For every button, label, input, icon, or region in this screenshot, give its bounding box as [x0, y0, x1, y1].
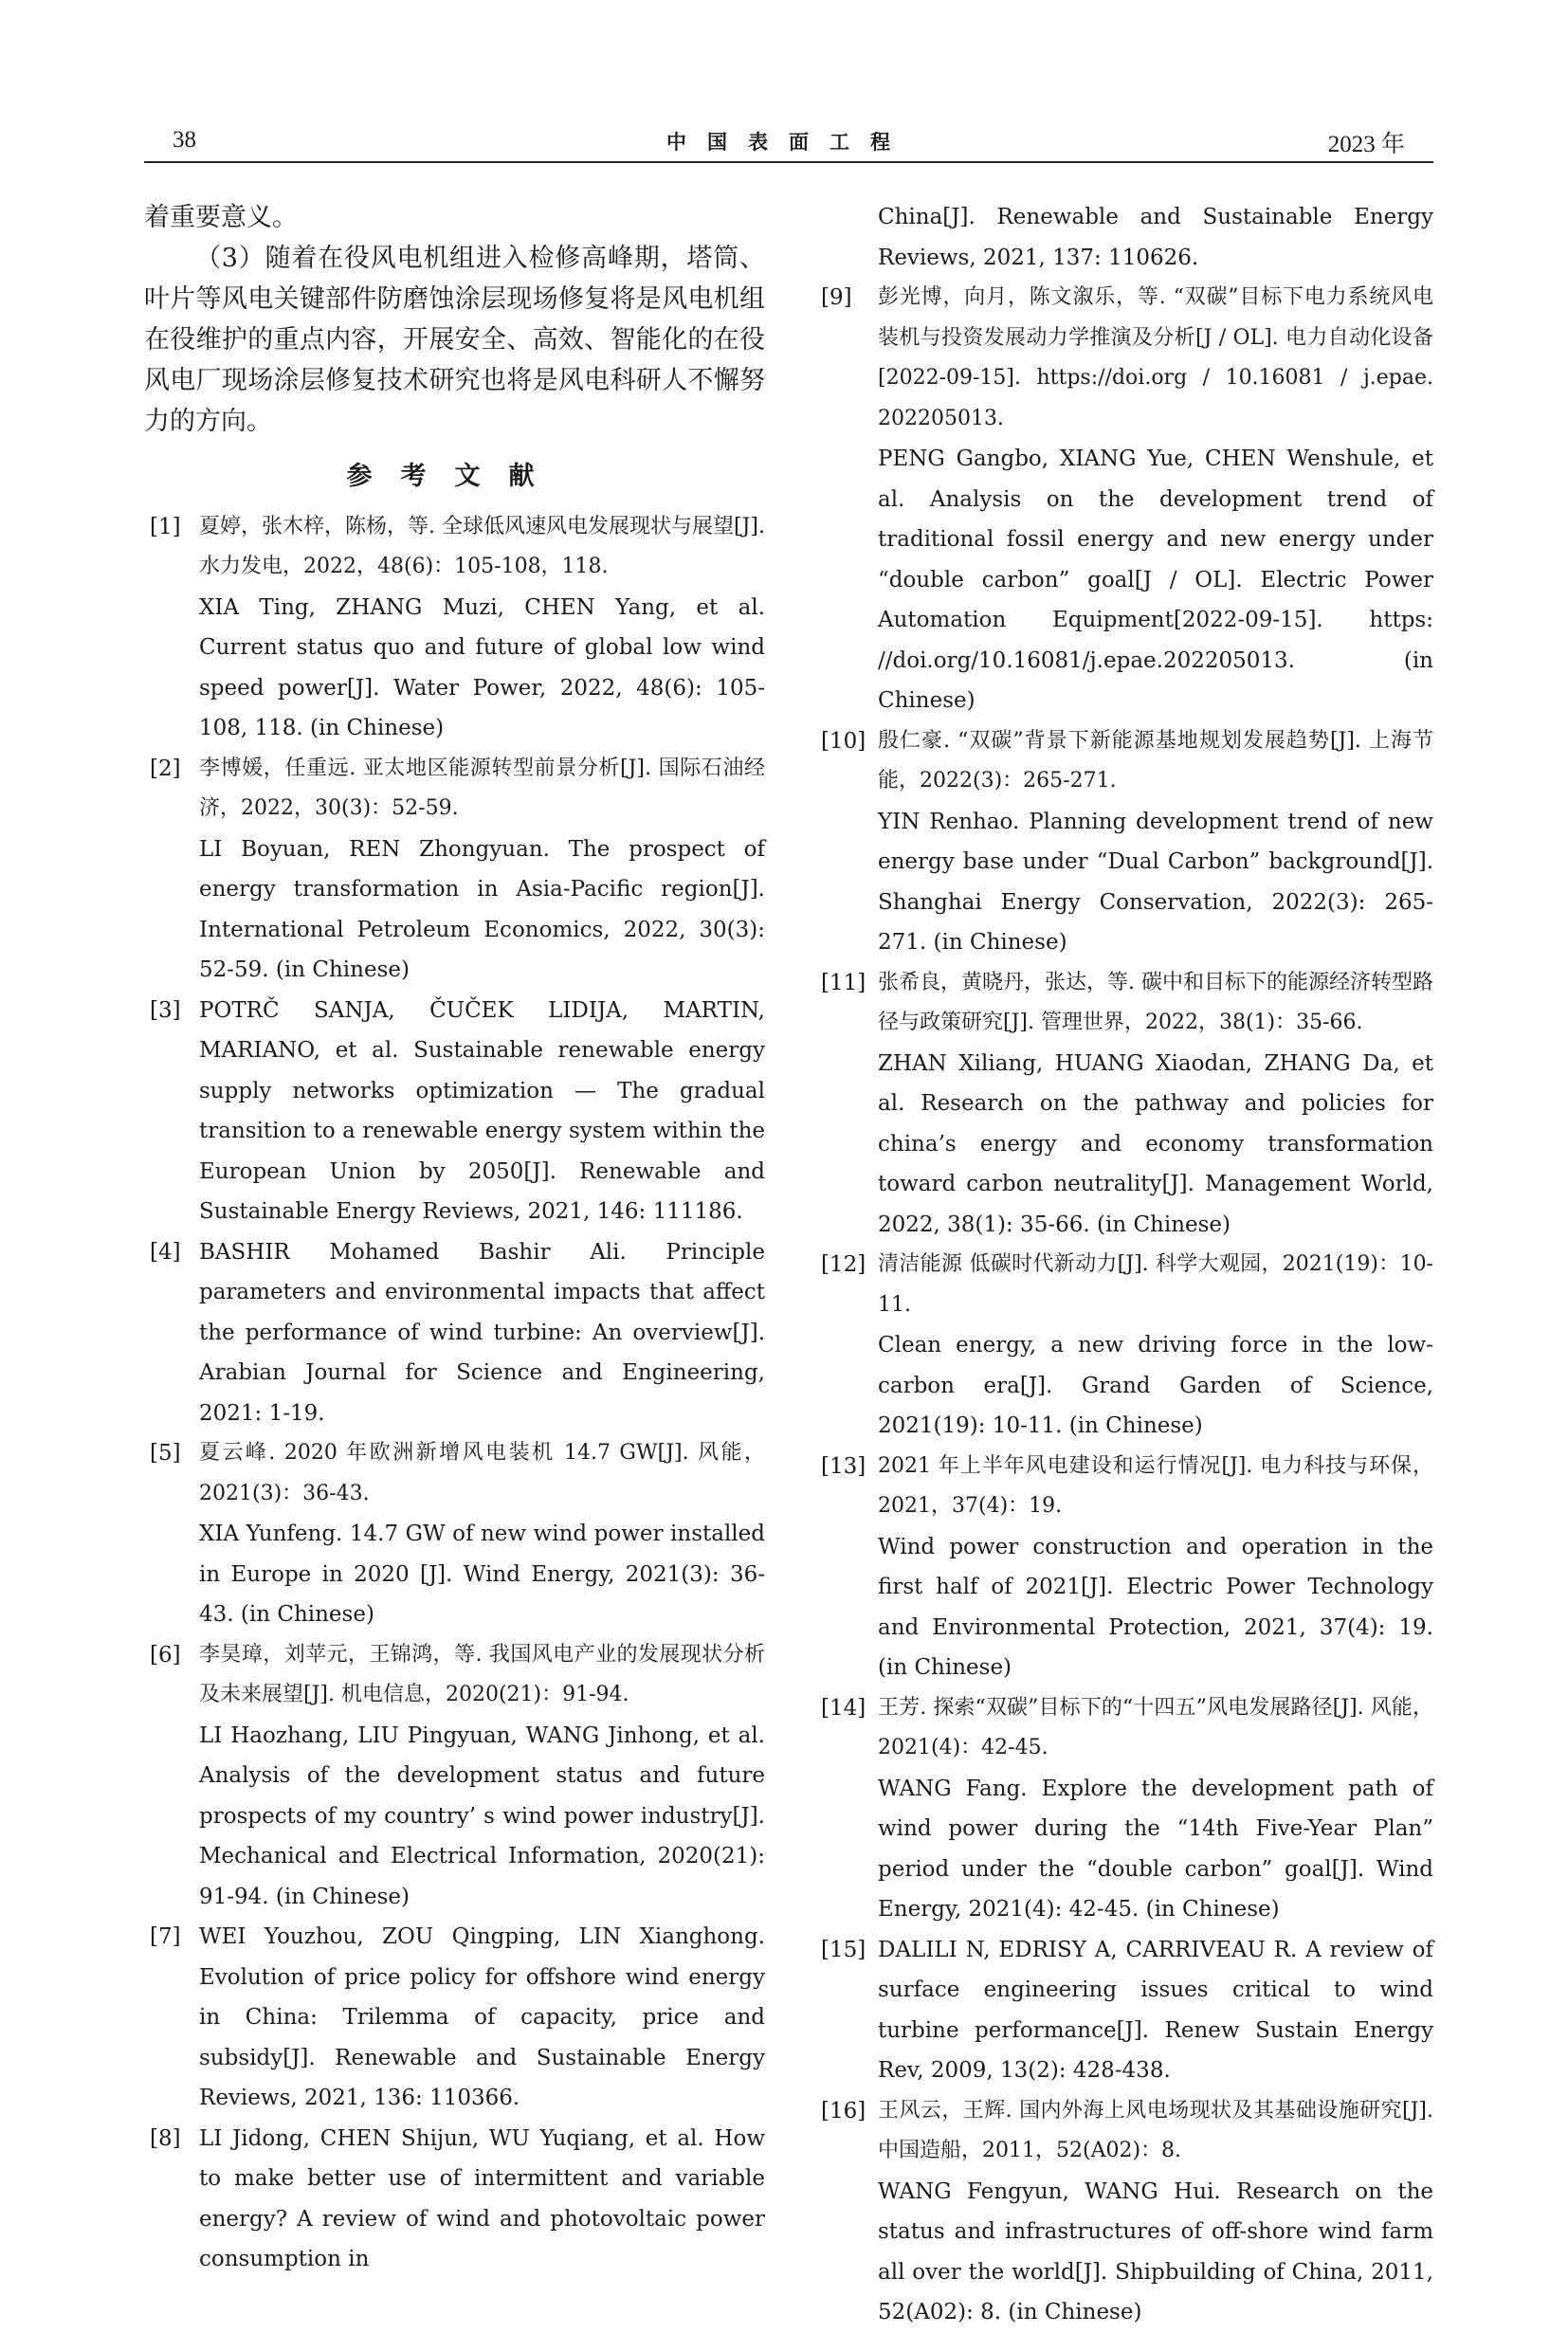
- reference-item: [144, 991, 765, 1232]
- reference-number: [6]: [150, 1642, 181, 1668]
- body-paragraph-end: 着重要意义。: [144, 203, 298, 232]
- reference-number: [13]: [821, 1453, 866, 1479]
- reference-text-english: WANG Fang. Explore the development path of wind power during the “14th Five-Year Plan” period under the “double carbon” goal[J]. Wind Energy, 2021(4): 42-45. (in Chinese): [878, 1776, 1433, 1922]
- reference-text-english: WEI Youzhou, ZOU Qingping, LIN Xianghong. Evolution of price policy for offshore wind energy in China: Trilemma of capacity, price and subsidy[J]. Renewable and Sustainable Energy Reviews, 2021, 136: 110366.: [199, 1924, 765, 2110]
- reference-continuation: China[J]. Renewable and Sustainable Energy Reviews, 2021, 137: 110626.: [878, 205, 1433, 270]
- reference-item: [821, 278, 1433, 721]
- reference-text-chinese: 张希良，黄晓丹，张达，等. 碳中和目标下的能源经济转型路径与政策研究[J]. 管理世界，2022，38(1)：35-66.: [878, 970, 1433, 1034]
- reference-text-english: LI Boyuan, REN Zhongyuan. The prospect of energy transformation in Asia-Pacific region[J]. International Petroleum Economics, 2022, 30(3): 52-59. (in Chinese): [199, 836, 765, 982]
- references-heading: 参考文献: [346, 462, 563, 491]
- reference-number: [14]: [821, 1695, 866, 1721]
- reference-number: [15]: [821, 1937, 866, 1962]
- reference-number: [10]: [821, 728, 866, 754]
- reference-text-english: BASHIR Mohamed Bashir Ali. Principle parameters and environmental impacts that affect the performance of wind turbine: An overview[J]. Arabian Journal for Science and Engineering, 2021: 1-19.: [199, 1239, 765, 1426]
- journal-title: 中国表面工程: [666, 131, 911, 154]
- reference-number: [12]: [821, 1252, 866, 1277]
- reference-item: [821, 1930, 1433, 2091]
- right-column: [821, 197, 1433, 2333]
- reference-item: [821, 963, 1433, 1246]
- page-number: 38: [173, 127, 196, 153]
- reference-item: [144, 507, 765, 749]
- body-paragraph-conclusion-3: （3）随着在役风电机组进入检修高峰期，塔筒、叶片等风电关键部件防磨蚀涂层现场修复将是风电机组在役维护的重点内容，开展安全、高效、智能化的在役风电厂现场涂层修复技术研究也将是风电科研人不懈努力的方向。: [144, 244, 765, 436]
- reference-number: [5]: [150, 1441, 181, 1466]
- reference-text-english: Wind power construction and operation in the first half of 2021[J]. Electric Power Technology and Environmental Protection, 2021, 37(4): 19. (in Chinese): [878, 1534, 1433, 1680]
- reference-text-english: XIA Yunfeng. 14.7 GW of new wind power installed in Europe in 2020 [J]. Wind Energy, 2021(3): 36-43. (in Chinese): [199, 1522, 765, 1627]
- reference-text-chinese: 彭光博，向月，陈文溆乐，等. “双碳”目标下电力系统风电装机与投资发展动力学推演及分析[J / OL]. 电力自动化设备[2022-09-15]. https://doi.org / 10.16081 / j.epae. 202205013.: [878, 285, 1433, 430]
- reference-item: [821, 721, 1433, 963]
- reference-text-english: LI Jidong, CHEN Shijun, WU Yuqiang, et al. How to make better use of intermittent and variable energy? A review of wind and photovoltaic power consumption in: [199, 2125, 765, 2271]
- reference-text-english: ZHAN Xiliang, HUANG Xiaodan, ZHANG Da, et al. Research on the pathway and policies for china’s energy and economy transformation toward carbon neutrality[J]. Management World, 2022, 38(1): 35-66. (in Chinese): [878, 1050, 1433, 1237]
- left-column: [144, 197, 765, 2280]
- reference-item: [144, 1433, 765, 1635]
- reference-text-chinese: 夏云峰. 2020 年欧洲新增风电装机 14.7 GW[J]. 风能，2021(3)：36-43.: [199, 1441, 765, 1505]
- issue-year: 2023 年: [1327, 132, 1405, 157]
- reference-text-chinese: 殷仁豪. “双碳”背景下新能源基地规划发展趋势[J]. 上海节能，2022(3)：265-271.: [878, 728, 1433, 793]
- reference-text-english: POTRČ SANJA, ČUČEK LIDIJA, MARTIN, MARIANO, et al. Sustainable renewable energy supply networks optimization — The gradual transition to a renewable energy system within the European Union by 2050[J]. Renewable and Sustainable Energy Reviews, 2021, 146: 111186.: [199, 997, 765, 1224]
- reference-text-chinese: 李博媛，任重远. 亚太地区能源转型前景分析[J]. 国际石油经济，2022，30(3)：52-59.: [199, 756, 765, 820]
- reference-number: [2]: [150, 756, 181, 781]
- reference-item: [144, 1917, 765, 2119]
- reference-item: [144, 2119, 765, 2280]
- reference-text-chinese: 2021 年上半年风电建设和运行情况[J]. 电力科技与环保，2021，37(4)：19.: [878, 1453, 1433, 1518]
- reference-number: [7]: [150, 1924, 181, 1949]
- reference-item: [821, 2091, 1433, 2333]
- reference-text-chinese: 李昊璋，刘苹元，王锦鸿，等. 我国风电产业的发展现状分析及未来展望[J]. 机电信息，2020(21)：91-94.: [199, 1642, 765, 1706]
- reference-item: [144, 749, 765, 991]
- reference-number: [3]: [150, 997, 181, 1023]
- reference-text-english: PENG Gangbo, XIANG Yue, CHEN Wenshule, et al. Analysis on the development trend of traditional fossil energy and new energy under “double carbon” goal[J / OL]. Electric Power Automation Equipment[2022-09-15]. https: //doi.org/10.16081/j.epae.202205013. (in Chinese): [878, 447, 1433, 713]
- reference-text-chinese: 夏婷，张木梓，陈杨，等. 全球低风速风电发展现状与展望[J]. 水力发电，2022，48(6)：105-108，118.: [199, 514, 765, 578]
- reference-number: [1]: [150, 514, 181, 539]
- reference-number: [16]: [821, 2098, 866, 2123]
- reference-text-chinese: 王风云，王辉. 国内外海上风电场现状及其基础设施研究[J]. 中国造船，2011，52(A02)：8.: [878, 2098, 1433, 2162]
- reference-text-english: YIN Renhao. Planning development trend of new energy base under “Dual Carbon” background[J]. Shanghai Energy Conservation, 2022(3): 265-271. (in Chinese): [878, 809, 1433, 955]
- reference-text-chinese: 清洁能源 低碳时代新动力[J]. 科学大观园，2021(19)：10-11.: [878, 1252, 1433, 1317]
- reference-item: [144, 1232, 765, 1434]
- reference-number: [9]: [821, 285, 852, 310]
- reference-number: [4]: [150, 1239, 181, 1265]
- reference-number: [8]: [150, 2125, 181, 2151]
- reference-text-chinese: 王芳. 探索“双碳”目标下的“十四五”风电发展路径[J]. 风能，2021(4)：42-45.: [878, 1695, 1433, 1759]
- reference-text-english: LI Haozhang, LIU Pingyuan, WANG Jinhong, et al. Analysis of the development status and future prospects of my country’ s wind power industry[J]. Mechanical and Electrical Information, 2020(21): 91-94. (in Chinese): [199, 1722, 765, 1909]
- reference-text-english: DALILI N, EDRISY A, CARRIVEAU R. A review of surface engineering issues critical to wind turbine performance[J]. Renew Sustain Energy Rev, 2009, 13(2): 428-438.: [878, 1937, 1433, 2083]
- reference-item: [821, 1245, 1433, 1447]
- reference-text-english: WANG Fengyun, WANG Hui. Research on the status and infrastructures of off-shore wind farm all over the world[J]. Shipbuilding of China, 2011, 52(A02): 8. (in Chinese): [878, 2178, 1433, 2324]
- reference-number: [11]: [821, 970, 866, 995]
- reference-item: [821, 1447, 1433, 1688]
- running-header: [144, 119, 1433, 163]
- reference-item: [821, 1688, 1433, 1930]
- reference-text-english: Clean energy, a new driving force in the low-carbon era[J]. Grand Garden of Science, 2021(19): 10-11. (in Chinese): [878, 1333, 1433, 1438]
- reference-item: [144, 1635, 765, 1918]
- reference-text-english: XIA Ting, ZHANG Muzi, CHEN Yang, et al. Current status quo and future of global low wind speed power[J]. Water Power, 2022, 48(6): 105-108, 118. (in Chinese): [199, 594, 765, 740]
